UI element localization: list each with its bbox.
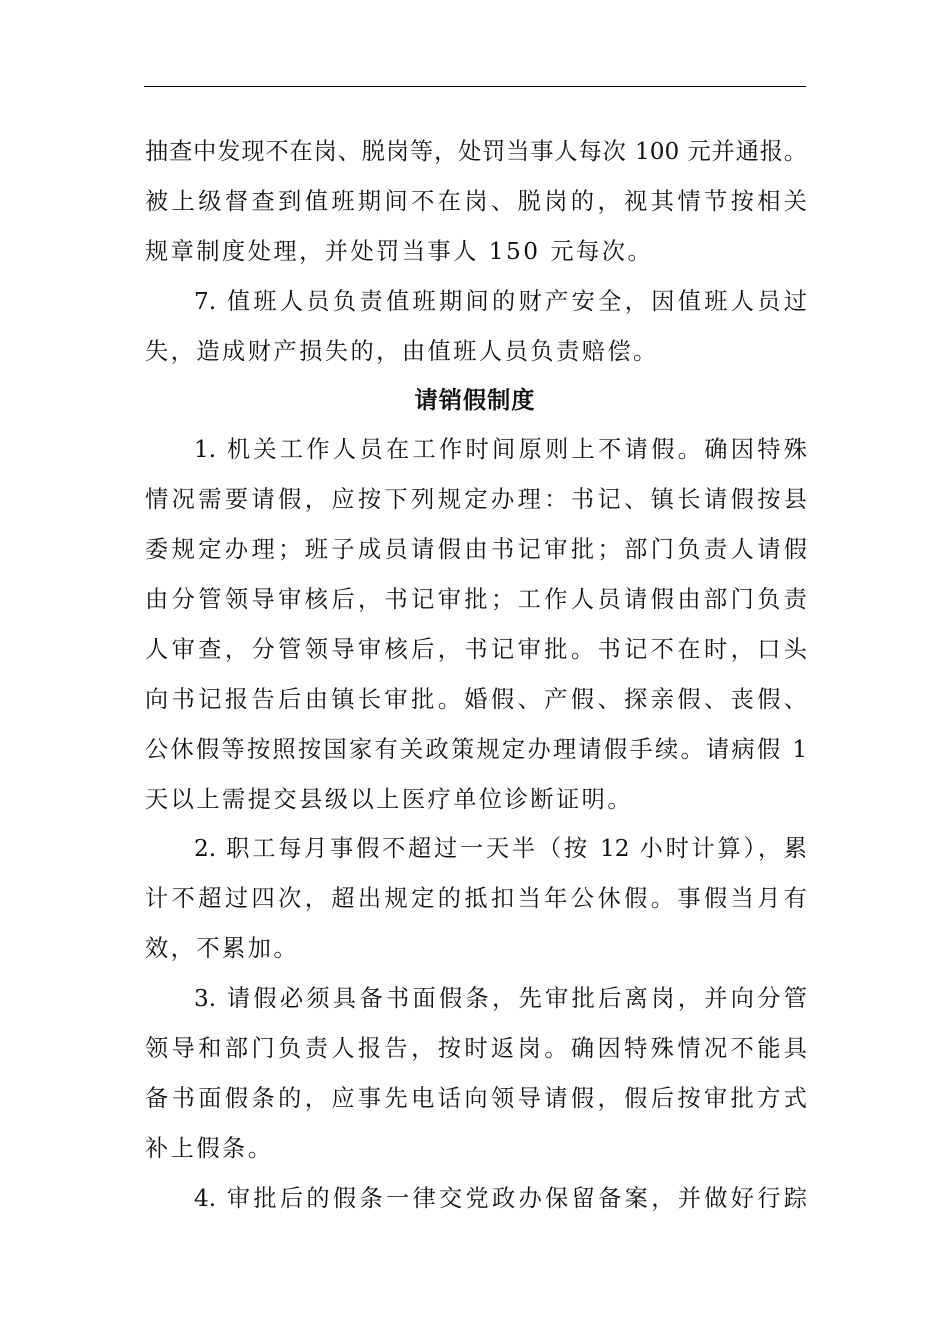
body-line: 失，造成财产损失的，由值班人员负责赔偿。 bbox=[145, 338, 659, 365]
body-line: 被上级督查到值班期间不在岗、脱岗的，视其情节按相关 bbox=[145, 188, 807, 215]
section-title: 请销假制度 bbox=[414, 387, 536, 414]
body-line: 人审查，分管领导审核后，书记审批。书记不在时，口头 bbox=[145, 636, 807, 663]
body-line: 天以上需提交县级以上医疗单位诊断证明。 bbox=[145, 786, 634, 813]
header-rule bbox=[144, 86, 806, 87]
body-line: 领导和部门负责人报告，按时返岗。确因特殊情况不能具 bbox=[145, 1035, 807, 1062]
body-line: 7. 值班人员负责值班期间的财产安全，因值班人员过 bbox=[194, 288, 807, 315]
body-line: 备书面假条的，应事先电话向领导请假，假后按审批方式 bbox=[145, 1085, 807, 1112]
body-line: 4. 审批后的假条一律交党政办保留备案，并做好行踪 bbox=[194, 1185, 807, 1212]
body-line: 规章制度处理，并处罚当事人 150 元每次。 bbox=[145, 238, 654, 265]
body-line: 3. 请假必须具备书面假条，先审批后离岗，并向分管 bbox=[194, 985, 807, 1012]
body-line: 向书记报告后由镇长审批。婚假、产假、探亲假、丧假、 bbox=[145, 686, 807, 713]
body-line: 由分管领导审核后，书记审批；工作人员请假由部门负责 bbox=[145, 586, 807, 613]
body-line: 1. 机关工作人员在工作时间原则上不请假。确因特殊 bbox=[194, 436, 807, 463]
body-line: 抽查中发现不在岗、脱岗等，处罚当事人每次 100 元并通报。 bbox=[145, 138, 807, 165]
body-line: 公休假等按照按国家有关政策规定办理请假手续。请病假 1 bbox=[145, 736, 807, 763]
body-line: 委规定办理；班子成员请假由书记审批；部门负责人请假 bbox=[145, 536, 807, 563]
body-line: 补上假条。 bbox=[145, 1135, 274, 1162]
body-line: 效，不累加。 bbox=[145, 935, 300, 962]
body-line: 2. 职工每月事假不超过一天半（按 12 小时计算），累 bbox=[194, 835, 807, 862]
body-line: 计不超过四次，超出规定的抵扣当年公休假。事假当月有 bbox=[145, 885, 807, 912]
body-line: 情况需要请假，应按下列规定办理：书记、镇长请假按县 bbox=[145, 486, 807, 513]
